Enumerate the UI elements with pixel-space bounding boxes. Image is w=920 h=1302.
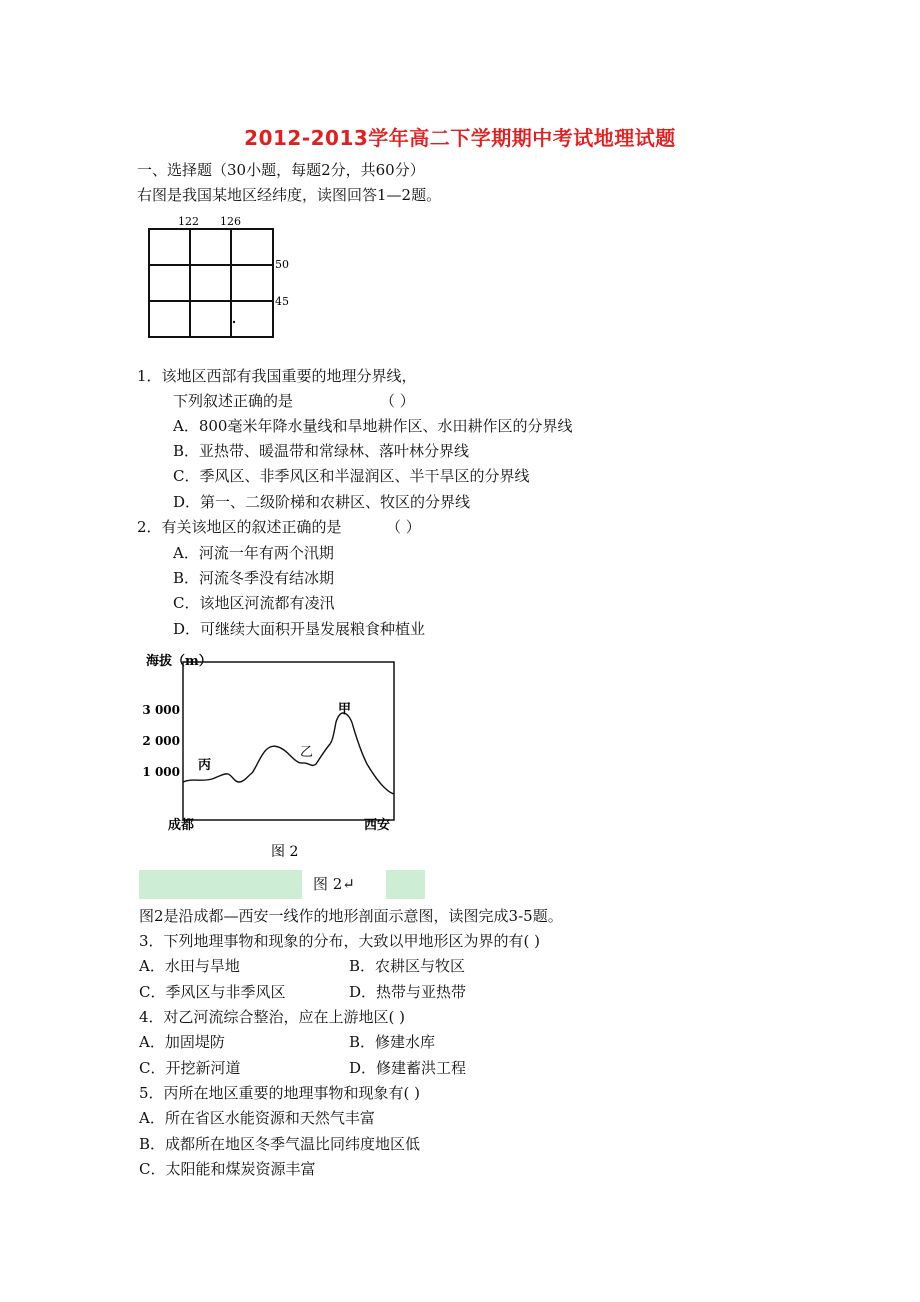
q5-stem: 5．丙所在地区重要的地理事物和现象有( )	[139, 1084, 421, 1102]
q5-option-c: C．太阳能和煤炭资源丰富	[139, 1160, 316, 1178]
profile-frame	[183, 662, 394, 820]
q3-option-a: A．水田与旱地	[139, 957, 240, 975]
section-intro: 右图是我国某地区经纬度，读图回答1—2题。	[137, 186, 442, 204]
q2-option-b: B．河流冬季没有结冰期	[173, 569, 335, 587]
section-heading: 一、选择题（30小题，每题2分，共60分）	[137, 161, 425, 179]
profile-y-axis-label: 海拔（m）	[146, 654, 212, 669]
q2-option-d: D．可继续大面积开垦发展粮食种植业	[173, 620, 426, 638]
q4-option-d: D．修建蓄洪工程	[349, 1059, 467, 1077]
label-yi: 乙	[300, 745, 314, 760]
q5-option-b: B．成都所在地区冬季气温比同纬度地区低	[139, 1135, 421, 1153]
lat-lon-grid-figure	[140, 210, 300, 342]
q1-answer-paren: （ ）	[380, 392, 415, 410]
q4-stem: 4．对乙河流综合整治，应在上游地区( )	[139, 1008, 406, 1026]
tick-2000: 2 000	[142, 734, 180, 748]
x-label-xian: 西安	[364, 818, 391, 833]
q1-option-d: D．第一、二级阶梯和农耕区、牧区的分界线	[173, 493, 471, 511]
caption-highlight-left	[139, 870, 302, 899]
q4-option-b: B．修建水库	[349, 1033, 436, 1051]
q1-option-a: A．800毫米年降水量线和旱地耕作区、水田耕作区的分界线	[173, 417, 573, 435]
q4-option-c: C．开挖新河道	[139, 1059, 241, 1077]
q1-stem-line1: 1．该地区西部有我国重要的地理分界线，	[137, 367, 417, 385]
tick-1000: 1 000	[142, 765, 180, 779]
page-title: 2012-2013学年高二下学期期中考试地理试题	[244, 126, 676, 150]
q3-option-d: D．热带与亚热带	[349, 983, 467, 1001]
lat-label-45: 45	[275, 295, 289, 308]
lon-label-126: 126	[220, 215, 241, 228]
lon-label-122: 122	[178, 215, 199, 228]
q2-option-c: C．该地区河流都有凌汛	[173, 594, 335, 612]
lat-label-50: 50	[275, 258, 289, 271]
label-jia: 甲	[338, 702, 352, 717]
q1-option-b: B．亚热带、暖温带和常绿林、落叶林分界线	[173, 442, 470, 460]
q1-stem-line2: 下列叙述正确的是	[173, 392, 294, 410]
q1-option-c: C．季风区、非季风区和半湿润区、半干旱区的分界线	[173, 467, 530, 485]
q3-stem: 3．下列地理事物和现象的分布，大致以甲地形区为界的有( )	[139, 932, 541, 950]
caption-highlight-right	[386, 870, 425, 899]
x-label-chengdu: 成都	[168, 818, 195, 833]
q3-option-b: B．农耕区与牧区	[349, 957, 466, 975]
grid-lines	[149, 229, 273, 337]
q3-option-c: C．季风区与非季风区	[139, 983, 286, 1001]
profile-caption: 图 2	[271, 844, 299, 860]
q2-stem: 2．有关该地区的叙述正确的是	[137, 518, 342, 536]
q4-option-a: A．加固堤防	[139, 1033, 225, 1051]
tick-3000: 3 000	[142, 703, 180, 717]
terrain-profile-figure	[140, 646, 410, 862]
location-dot	[233, 321, 235, 323]
terrain-profile-line	[183, 713, 394, 794]
q2-option-a: A．河流一年有两个汛期	[173, 544, 334, 562]
q2-answer-paren: （ ）	[386, 518, 421, 536]
figure-caption: 图 2↵	[313, 875, 355, 893]
section2-intro: 图2是沿成都—西安一线作的地形剖面示意图，读图完成3-5题。	[139, 907, 563, 925]
label-bing: 丙	[198, 758, 212, 773]
q5-option-a: A．所在省区水能资源和天然气丰富	[139, 1109, 375, 1127]
